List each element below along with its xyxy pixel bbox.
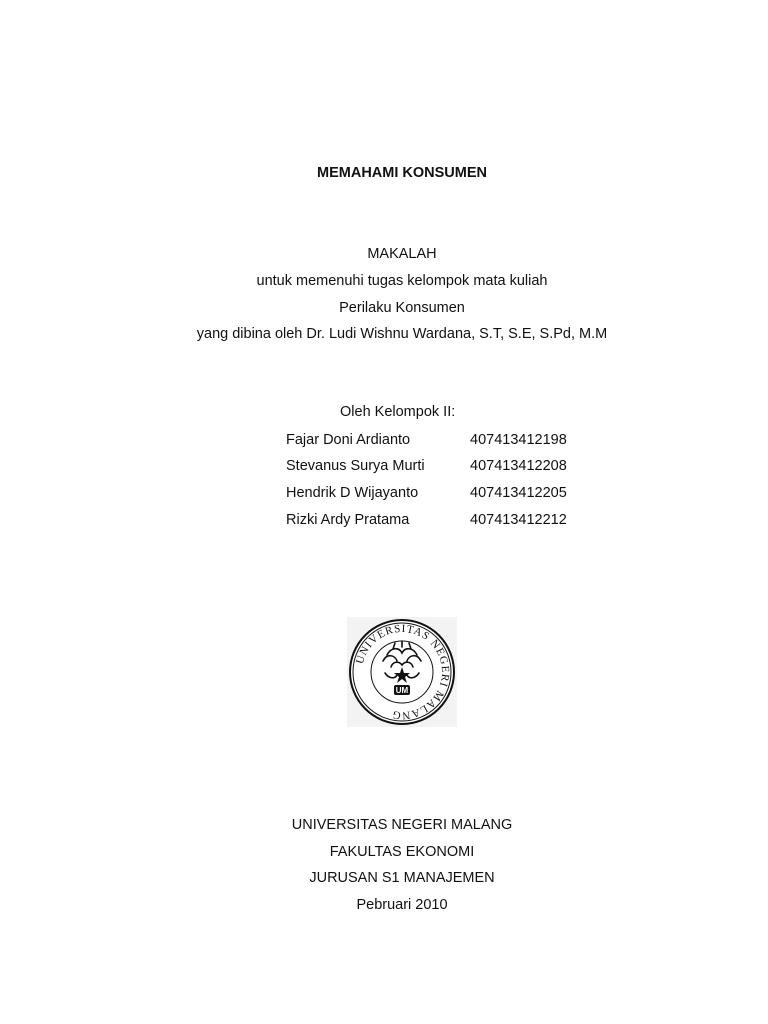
document-purpose: untuk memenuhi tugas kelompok mata kuliah (256, 273, 548, 289)
document-date: Pebruari 2010 (356, 897, 448, 913)
institution-name: UNIVERSITAS NEGERI MALANG (291, 817, 513, 833)
member-id: 407413412198 (470, 432, 567, 448)
faculty-name: FAKULTAS EKONOMI (329, 844, 475, 860)
member-id: 407413412208 (470, 458, 567, 474)
member-name: Rizki Ardy Pratama (286, 512, 410, 528)
supervisor-line: yang dibina oleh Dr. Ludi Wishnu Wardana, S.T, S.E, S.Pd, M.M (196, 326, 608, 342)
document-title: MEMAHAMI KONSUMEN (317, 165, 487, 181)
member-name: Hendrik D Wijayanto (286, 485, 419, 501)
svg-text:UNIVERSITAS NEGERI MALANG: UNIVERSITAS NEGERI MALANG (353, 622, 452, 722)
member-name: Stevanus Surya Murti (286, 458, 425, 474)
course-name: Perilaku Konsumen (339, 300, 465, 316)
member-id: 407413412212 (470, 512, 567, 528)
document-type-label: MAKALAH (367, 246, 437, 262)
member-name: Fajar Doni Ardianto (286, 432, 411, 448)
svg-text:UM: UM (395, 686, 409, 695)
group-heading: Oleh Kelompok II: (340, 404, 456, 420)
member-id: 407413412205 (470, 485, 567, 501)
department-name: JURUSAN S1 MANAJEMEN (309, 870, 495, 886)
university-seal-icon (347, 617, 457, 727)
